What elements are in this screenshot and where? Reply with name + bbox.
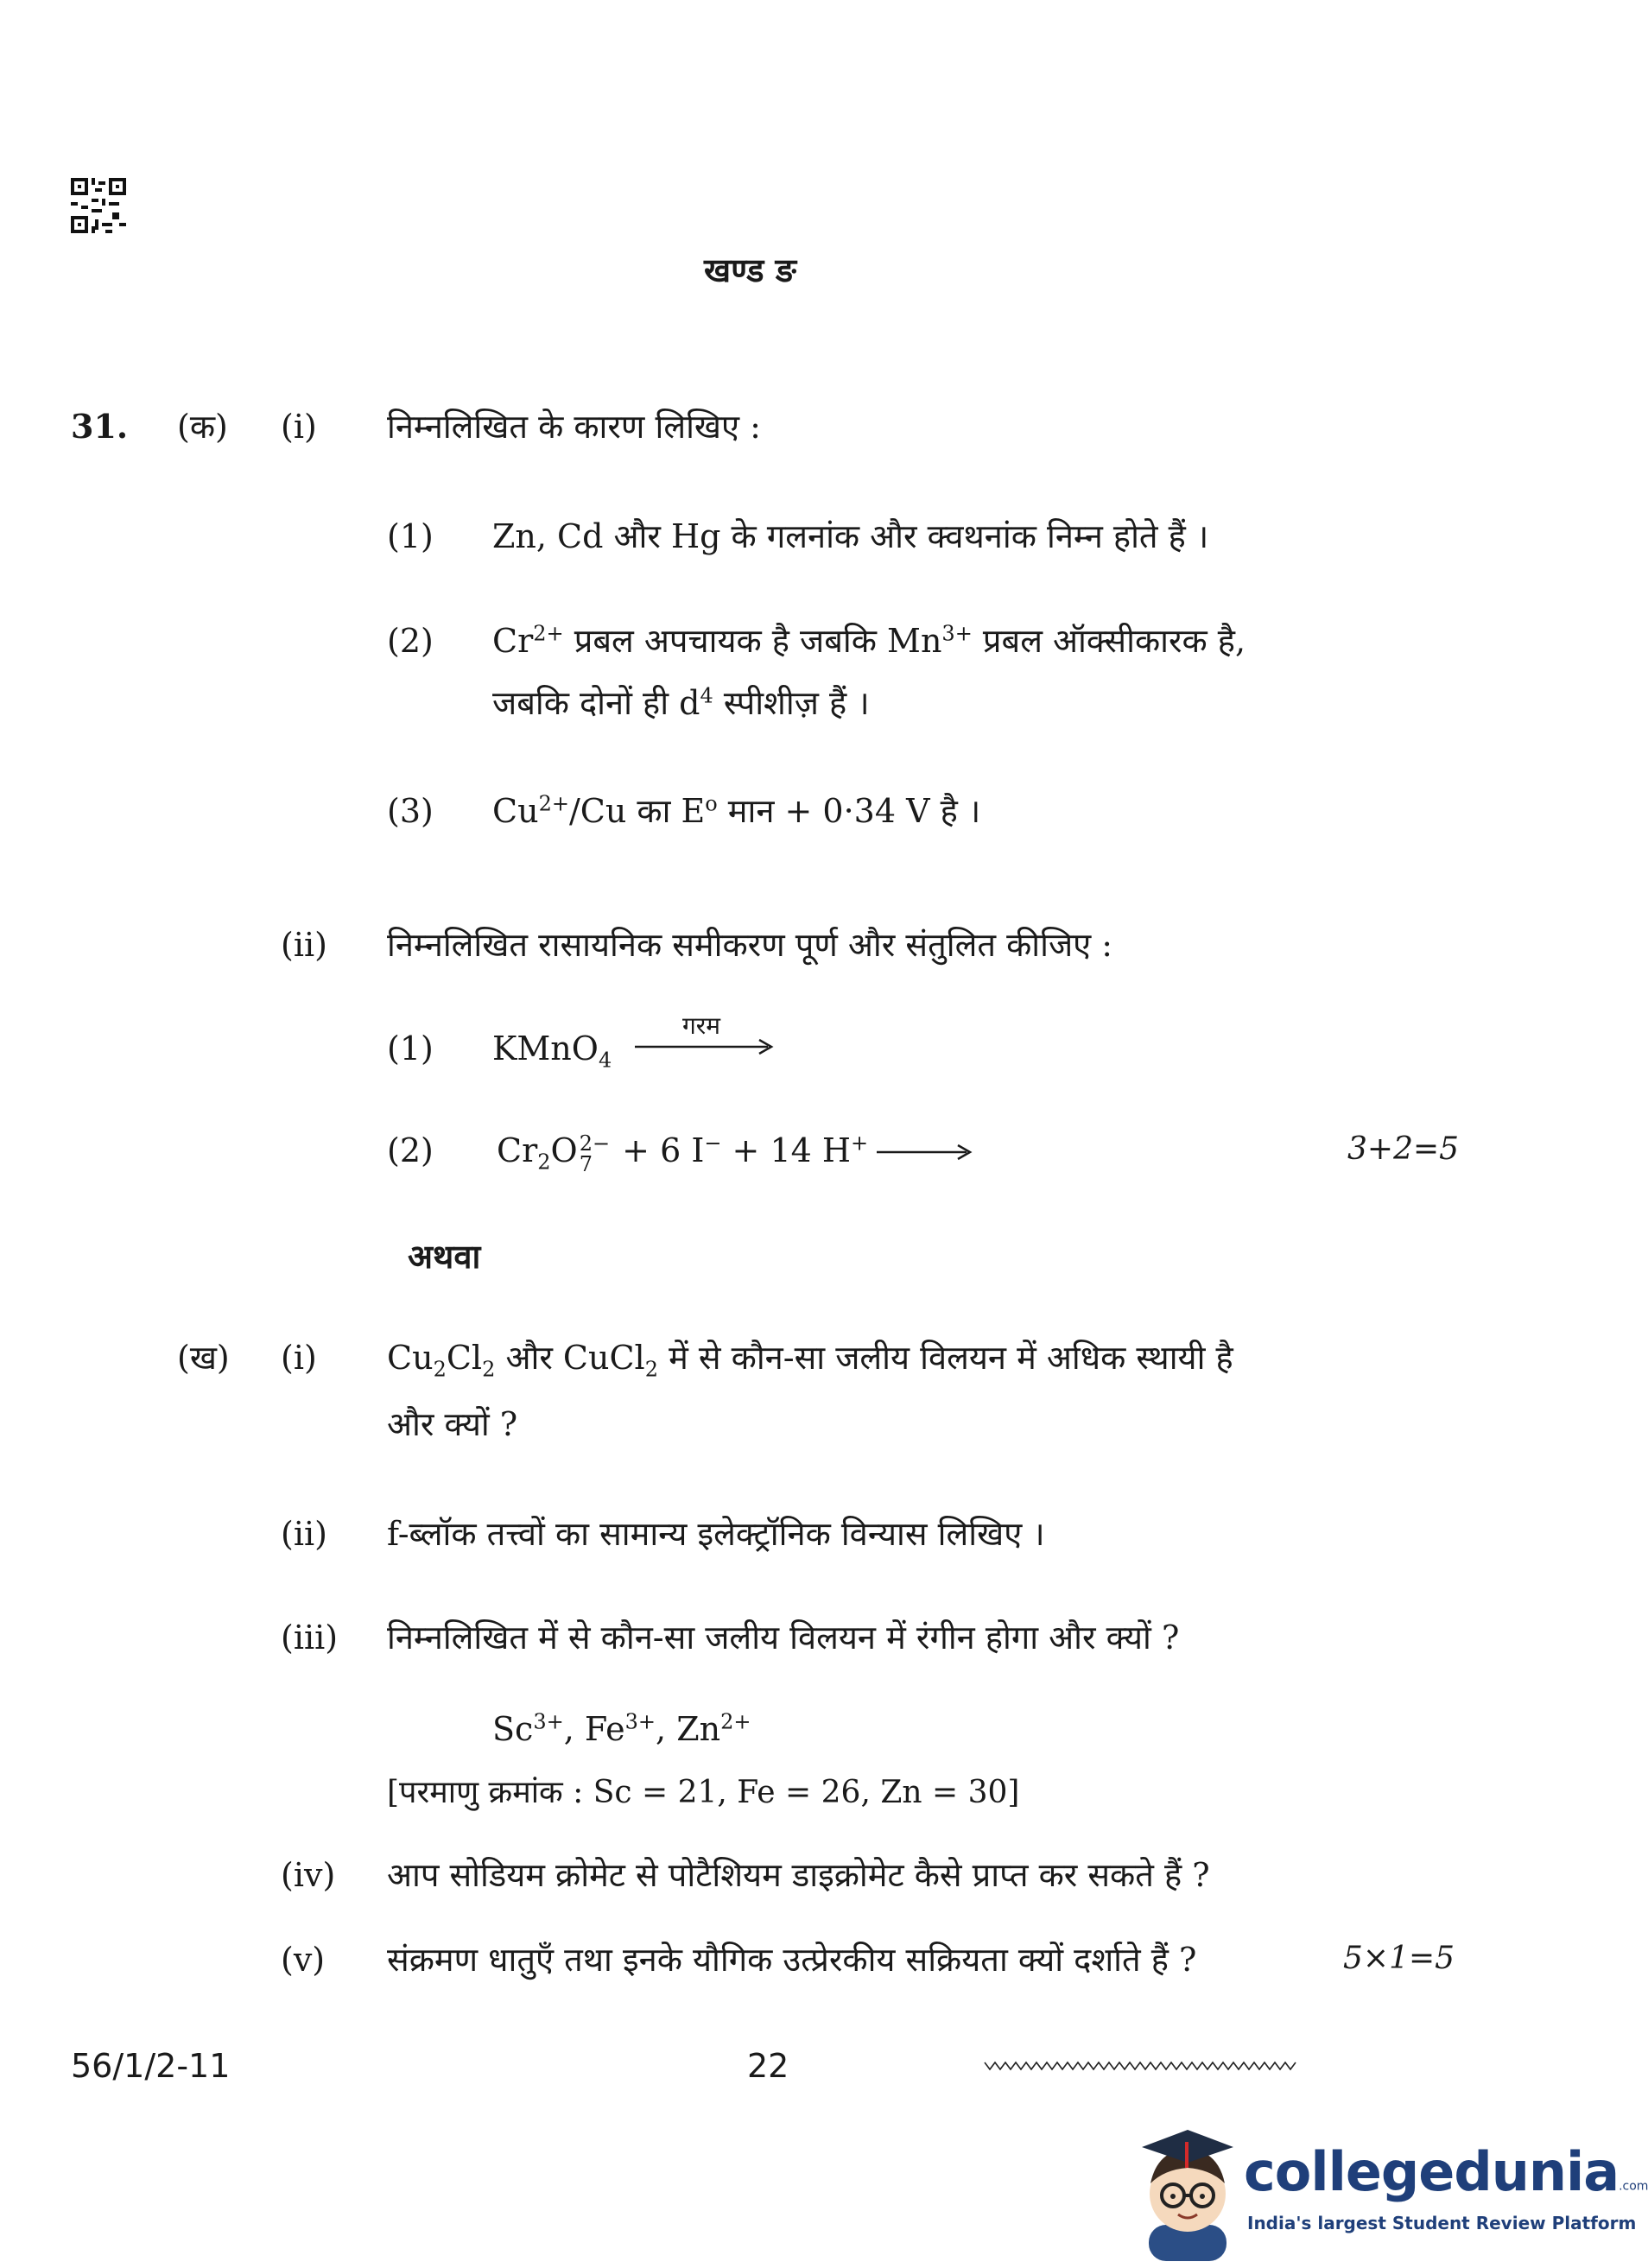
item-label: (iii) bbox=[281, 1619, 339, 1657]
or-divider: अथवा bbox=[408, 1237, 481, 1276]
item-label: (ii) bbox=[281, 1515, 327, 1553]
page-number: 22 bbox=[747, 2047, 789, 2085]
item-label: (v) bbox=[281, 1941, 326, 1979]
item-text: संक्रमण धातुएँ तथा इनके यौगिक उत्प्रेरकीय सक्रियता क्यों दर्शाते हैं ? bbox=[387, 1941, 1197, 1979]
sub-ii-label: (ii) bbox=[281, 926, 327, 964]
item-text-line2: जबकि दोनों ही $d^4$ स्पीशीज़ हैं । bbox=[492, 683, 870, 722]
part-b-label: (ख) bbox=[177, 1339, 230, 1377]
reaction-arrow-icon bbox=[877, 1142, 973, 1163]
item-text: $Cr^{2+}$ प्रबल अपचायक है जबकि $Mn^{3+}$ प्रबल ऑक्सीकारक है, bbox=[492, 621, 1246, 660]
item-label: (1) bbox=[387, 1029, 434, 1067]
equation-2: $Cr_2O$ 2− 7 + 6 I− + 14 H+ bbox=[497, 1131, 869, 1176]
item-text: Zn, Cd और Hg के गलनांक और क्वथनांक निम्न होते हैं । bbox=[492, 517, 1209, 555]
wavy-line-icon bbox=[985, 2059, 1296, 2073]
ion-list: $Sc^{3+}$, $Fe^{3+}$, $Zn^{2+}$ bbox=[492, 1709, 751, 1748]
sub-ii-text: निम्नलिखित रासायनिक समीकरण पूर्ण और संतुलित कीजिए : bbox=[387, 926, 1113, 964]
sub-i-label: (i) bbox=[281, 408, 317, 446]
logo-tagline: India's largest Student Review Platform bbox=[1247, 2213, 1637, 2233]
logo bbox=[1244, 2140, 1648, 2203]
reaction-arrow-icon bbox=[635, 1036, 775, 1057]
item-text: निम्नलिखित में से कौन-सा जलीय विलयन में रंगीन होगा और क्यों ? bbox=[387, 1619, 1180, 1657]
part-a-label: (क) bbox=[177, 408, 228, 446]
item-label: (3) bbox=[387, 792, 434, 830]
item-label: (iv) bbox=[281, 1856, 336, 1894]
marks-part-a: 3+2=5 bbox=[1347, 1131, 1460, 1167]
qr-code-icon bbox=[71, 178, 126, 233]
item-label: (i) bbox=[281, 1339, 317, 1377]
item-text: आप सोडियम क्रोमेट से पोटैशियम डाइक्रोमेट कैसे प्राप्त कर सकते हैं ? bbox=[387, 1856, 1210, 1894]
atomic-numbers: [परमाणु क्रमांक : Sc = 21, Fe = 26, Zn = 30] bbox=[387, 1775, 1020, 1810]
item-label: (2) bbox=[387, 1131, 434, 1169]
item-text: $Cu_2Cl_2$ और CuCl$_2$ में से कौन-सा जलीय विलयन में अधिक स्थायी है bbox=[387, 1339, 1233, 1382]
mascot-icon bbox=[1131, 2123, 1244, 2261]
item-text-line2: और क्यों ? bbox=[387, 1405, 518, 1443]
item-text: $Cu^{2+}/Cu$ का $E^o$ मान + 0·34 V है । bbox=[492, 791, 981, 830]
item-label: (2) bbox=[387, 622, 434, 660]
item-text: f-ब्लॉक तत्त्वों का सामान्य इलेक्ट्रॉनिक विन्यास लिखिए । bbox=[387, 1515, 1045, 1553]
item-label: (1) bbox=[387, 517, 434, 555]
question-number: 31. bbox=[71, 407, 129, 446]
marks-part-b: 5×1=5 bbox=[1343, 1941, 1455, 1976]
logo-suffix: .com bbox=[1619, 2179, 1648, 2194]
sub-i-text: निम्नलिखित के कारण लिखिए : bbox=[387, 408, 761, 446]
logo-name: collegedunia bbox=[1244, 2140, 1619, 2203]
heat-arrow-label: गरम bbox=[682, 1011, 720, 1040]
paper-code: 56/1/2-11 bbox=[71, 2047, 231, 2085]
section-title: खण्ड ङ bbox=[704, 250, 796, 289]
equation-1: KMnO$_4$ bbox=[492, 1029, 612, 1073]
